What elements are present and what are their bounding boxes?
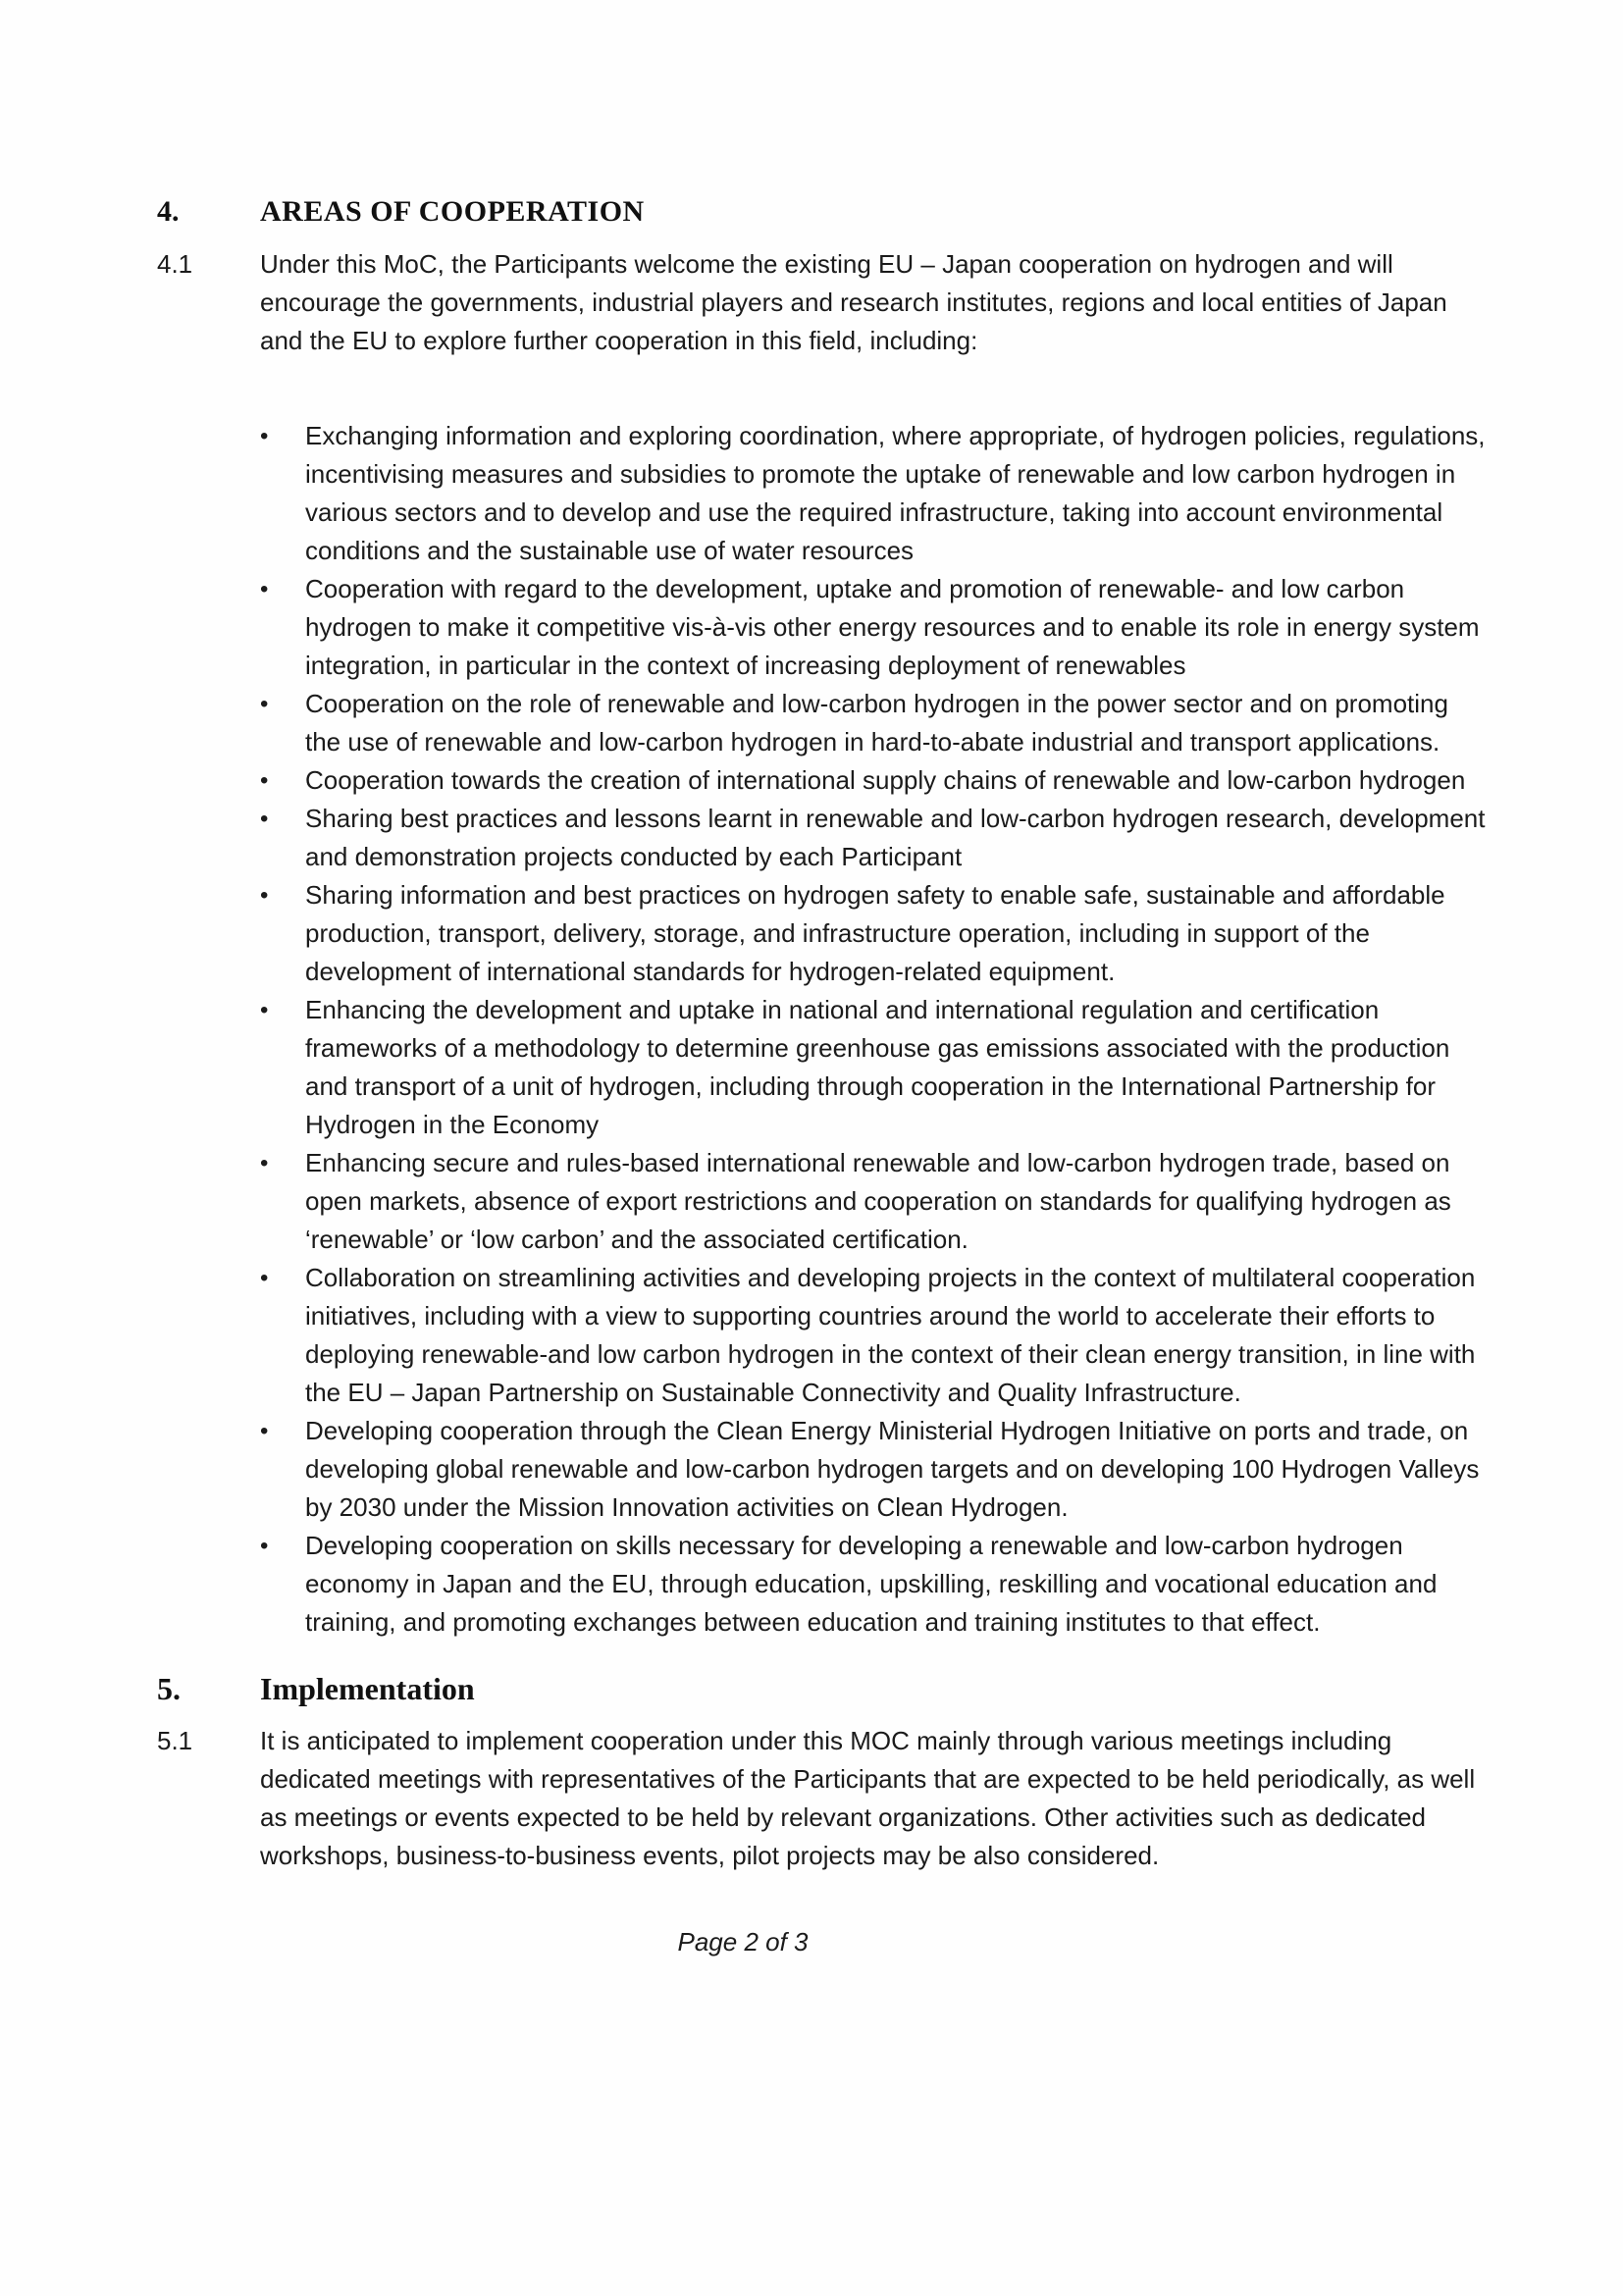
clause-5-1-text: It is anticipated to implement cooperation under this MOC mainly through various meetings including dedicated meetings with representatives of the Participants that are expected to be held periodically, as well as meetings or events expected to be held by relevant organizations. Other activities such as dedicated workshops, business-to-business events, pilot projects may be also considered. [260, 1726, 1476, 1870]
bullet-text: Exchanging information and exploring coordination, where appropriate, of hydrogen policies, regulations, incentivising measures and subsidies to promote the uptake of renewable and low carbon hydrogen in various sectors and to develop and use the required infrastructure, taking into account environmental conditions and the sustainable use of water resources [305, 421, 1486, 565]
bullet-item [260, 685, 1486, 761]
clause-4-1 [157, 245, 1486, 360]
bullet-dot-icon: • [260, 1150, 269, 1176]
clause-5-1 [157, 1722, 1486, 1875]
section-5-heading [157, 1667, 1486, 1710]
bullet-text: Enhancing the development and uptake in national and international regulation and certification frameworks of a methodology to determine greenhouse gas emissions associated with the production and transport of a unit of hydrogen, including through cooperation in the International Partnership for Hydrogen in the Economy [305, 995, 1450, 1139]
bullet-item [260, 761, 1486, 800]
bullet-dot-icon: • [260, 691, 269, 717]
bullet-dot-icon: • [260, 997, 269, 1023]
section-4-title: AREAS OF COOPERATION [260, 195, 645, 228]
bullet-text: Developing cooperation on skills necessary for developing a renewable and low-carbon hydrogen economy in Japan and the EU, through education, upskilling, reskilling and vocational education and training, and promoting exchanges between education and training institutes to that effect. [305, 1531, 1438, 1637]
section-4-bullets-row [157, 360, 1486, 1642]
bullet-item [260, 876, 1486, 991]
bullet-dot-icon: • [260, 576, 269, 602]
bullet-text: Sharing information and best practices on hydrogen safety to enable safe, sustainable and affordable production, transport, delivery, storage, and infrastructure operation, including in support of the development of international standards for hydrogen-related equipment. [305, 880, 1445, 986]
bullet-item [260, 570, 1486, 685]
footer-page-number: Page 2 of 3 [677, 1927, 809, 1957]
bullet-text: Cooperation on the role of renewable and low-carbon hydrogen in the power sector and on promoting the use of renewable and low-carbon hydrogen in hard-to-abate industrial and transport applications. [305, 689, 1448, 757]
clause-4-1-number: 4.1 [157, 249, 193, 279]
bullet-dot-icon: • [260, 1418, 269, 1444]
bullet-dot-icon: • [260, 423, 269, 449]
bullet-dot-icon: • [260, 1265, 269, 1291]
section-4-number: 4. [157, 195, 180, 228]
bullet-text: Collaboration on streamlining activities and developing projects in the context of multilateral cooperation initiatives, including with a view to supporting countries around the world to accelerate their efforts to deploying renewable-and low carbon hydrogen in the context of their clean energy transition, in line with the EU – Japan Partnership on Sustainable Connectivity and Quality Infrastructure. [305, 1263, 1476, 1407]
bullet-item [260, 800, 1486, 876]
section-5-title: Implementation [260, 1671, 475, 1706]
bullet-dot-icon: • [260, 767, 269, 794]
bullet-item [260, 991, 1486, 1144]
section-4-heading [157, 192, 1486, 232]
bullet-dot-icon: • [260, 882, 269, 909]
bullet-list [260, 417, 1486, 1642]
bullet-item [260, 417, 1486, 570]
section-5-number: 5. [157, 1671, 181, 1706]
bullet-item [260, 1412, 1486, 1527]
bullet-text: Developing cooperation through the Clean Energy Ministerial Hydrogen Initiative on ports and trade, on developing global renewable and low-carbon hydrogen targets and on developing 100 Hydrogen Valleys by 2030 under the Mission Innovation activities on Clean Hydrogen. [305, 1416, 1480, 1522]
clause-4-1-text: Under this MoC, the Participants welcome the existing EU – Japan cooperation on hydrogen and will encourage the governments, industrial players and research institutes, regions and local entities of Japan and the EU to explore further cooperation in this field, including: [260, 249, 1447, 355]
bullet-item [260, 1527, 1486, 1642]
clause-5-1-number: 5.1 [157, 1726, 193, 1755]
bullet-dot-icon: • [260, 1533, 269, 1559]
bullet-item [260, 1144, 1486, 1259]
bullet-text: Cooperation with regard to the development, uptake and promotion of renewable- and low carbon hydrogen to make it competitive vis-à-vis other energy resources and to enable its role in energy system integration, in particular in the context of increasing deployment of renewables [305, 574, 1480, 680]
bullet-text: Cooperation towards the creation of international supply chains of renewable and low-carbon hydrogen [305, 765, 1466, 795]
bullet-text: Sharing best practices and lessons learnt in renewable and low-carbon hydrogen research, development and demonstration projects conducted by each Participant [305, 804, 1486, 871]
bullet-item [260, 1259, 1486, 1412]
bullet-dot-icon: • [260, 806, 269, 832]
bullet-text: Enhancing secure and rules-based international renewable and low-carbon hydrogen trade, based on open markets, absence of export restrictions and cooperation on standards for qualifying hydrogen as ‘renewable’ or ‘low carbon’ and the associated certification. [305, 1148, 1451, 1254]
